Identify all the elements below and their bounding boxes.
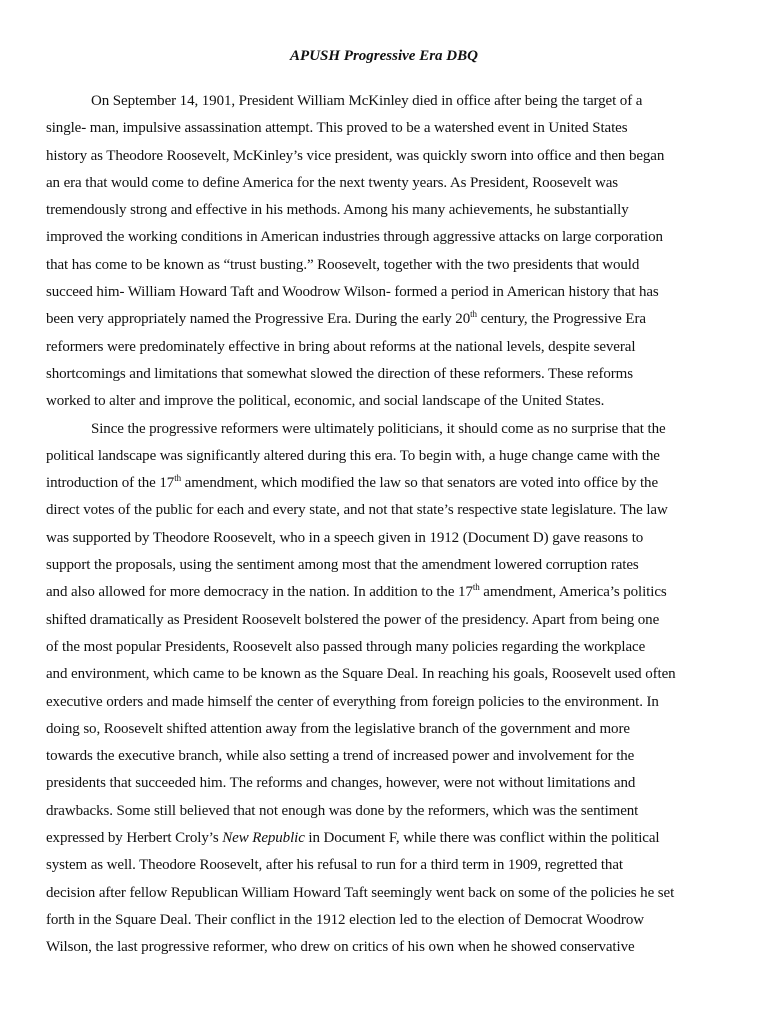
text-line: Wilson, the last progressive reformer, who drew on critics of his own when he showed conservative: [46, 939, 635, 956]
superscript: th: [472, 582, 480, 593]
text-line: towards the executive branch, while also setting a trend of increased power and involvement for the: [46, 748, 635, 765]
text-line: Since the progressive reformers were ultimately politicians, it should come as no surprise that the: [91, 420, 666, 437]
text-line: direct votes of the public for each and every state, and not that state’s respective state legislature. The law: [46, 502, 668, 519]
text-line: drawbacks. Some still believed that not enough was done by the reformers, which was the sentiment: [46, 802, 639, 819]
text-line: [46, 579, 722, 606]
text-line: history as Theodore Roosevelt, McKinley’s vice president, was quickly sworn into office and then began: [46, 147, 665, 164]
text-line: of the most popular Presidents, Roosevelt also passed through many policies regarding the workplace: [46, 638, 646, 655]
text-line: presidents that succeeded him. The reforms and changes, however, were not without limitations and: [46, 775, 636, 792]
text-line: [46, 306, 722, 333]
text-line: doing so, Roosevelt shifted attention away from the legislative branch of the government and more: [46, 720, 630, 737]
paragraph-1: [46, 88, 722, 416]
text-line: political landscape was significantly altered during this era. To begin with, a huge change came with the: [46, 447, 660, 464]
text-line: decision after fellow Republican William Howard Taft seemingly went back on some of the policies he set: [46, 884, 675, 901]
text-line: On September 14, 1901, President William McKinley died in office after being the target of a: [91, 93, 643, 109]
text-segment: introduction of the 17: [46, 475, 175, 492]
text-line: was supported by Theodore Roosevelt, who in a speech given in 1912 (Document D) gave reasons to: [46, 529, 644, 546]
text-line: system as well. Theodore Roosevelt, after his refusal to run for a third term in 1909, regretted that: [46, 857, 623, 874]
text-line: shifted dramatically as President Roosevelt bolstered the power of the presidency. Apart from being one: [46, 611, 660, 628]
text-segment: amendment, America’s politics: [479, 584, 667, 601]
text-line: executive orders and made himself the center of everything from foreign policies to the environment. In: [46, 693, 659, 710]
text-segment: century, the Progressive Era: [476, 311, 646, 328]
text-line: single- man, impulsive assassination attempt. This proved to be a watershed event in United States: [46, 120, 628, 137]
text-line: forth in the Square Deal. Their conflict in the 1912 election led to the election of Democrat Woodrow: [46, 911, 644, 928]
publication-title: New Republic: [222, 830, 305, 847]
text-segment: in Document F, while there was conflict within the political: [304, 830, 660, 847]
text-segment: expressed by Herbert Croly’s: [46, 830, 223, 847]
text-segment: amendment, which modified the law so that senators are voted into office by the: [181, 475, 659, 492]
text-line: reformers were predominately effective in bring about reforms at the national levels, despite several: [46, 338, 636, 355]
text-line: and environment, which came to be known as the Square Deal. In reaching his goals, Roosevelt used often: [46, 666, 676, 683]
superscript: th: [470, 309, 477, 320]
text-line: tremendously strong and effective in his methods. Among his many achievements, he substantially: [46, 202, 629, 219]
text-line: that has come to be known as “trust busting.” Roosevelt, together with the two presidents that would: [46, 256, 640, 273]
text-segment: been very appropriately named the Progressive Era. During the early 20: [46, 311, 471, 328]
text-line: worked to alter and improve the political, economic, and social landscape of the United States.: [46, 393, 605, 410]
text-line: support the proposals, using the sentiment among most that the amendment lowered corruption rates: [46, 557, 639, 574]
text-line: succeed him- William Howard Taft and Woodrow Wilson- formed a period in American history that has: [46, 284, 659, 301]
paragraph-2: [46, 416, 722, 962]
text-line: an era that would come to define America for the next twenty years. As President, Roosevelt was: [46, 174, 618, 191]
superscript: th: [174, 473, 182, 484]
document-title: APUSH Progressive Era DBQ: [290, 48, 478, 64]
text-line: shortcomings and limitations that somewhat slowed the direction of these reformers. These reforms: [46, 365, 633, 382]
text-line: improved the working conditions in American industries through aggressive attacks on large corporation: [46, 229, 663, 246]
text-segment: and also allowed for more democracy in the nation. In addition to the 17: [46, 584, 473, 601]
document-body: [46, 88, 722, 962]
text-line: [46, 825, 722, 852]
text-line: [46, 470, 722, 497]
